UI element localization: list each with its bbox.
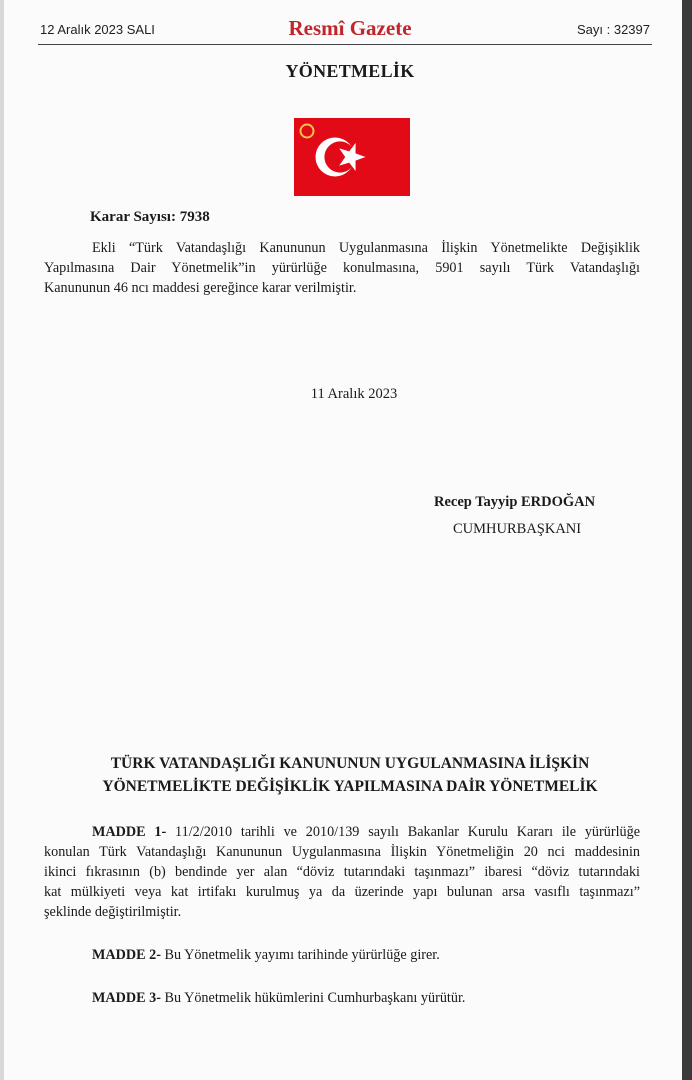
article-text: Bu Yönetmelik yayımı tarihinde yürürlüğe girer. (160, 947, 440, 963)
article-line: konulan Türk Vatandaşlığı Kanununun Uygulanmasına İlişkin Yönetmeliğin 20 nci maddesinin (44, 844, 640, 860)
issue-number: Sayı : 32397 (577, 22, 650, 37)
intro-line: Ekli “Türk Vatandaşlığı Kanununun Uygulanmasına İlişkin Yönetmelikte Değişiklik (92, 240, 640, 256)
article-line: kat mülkiyeti veya kat irtifakı kurulmuş ya da üzerinde yapı bulunan arsa vasıflı taşınmazı” (44, 884, 640, 900)
intro-line: Yapılmasına Dair Yönetmelik”in yürürlüğe konulmasına, 5901 sayılı Türk Vatandaşlığı (44, 260, 640, 276)
intro-line: Kanununun 46 ncı maddesi gereğince karar verilmiştir. (44, 280, 357, 296)
article-line (44, 822, 640, 842)
signature-date: 11 Aralık 2023 (310, 386, 398, 402)
article-3 (92, 990, 465, 1007)
gazette-name: Resmî Gazete (288, 16, 412, 40)
article-label: MADDE 2- (92, 947, 161, 963)
article-2 (92, 947, 440, 964)
article-text: 11/2/2010 tarihli ve 2010/139 sayılı Bakanlar Kurulu Kararı ile yürürlüğe (166, 824, 640, 840)
section-label: YÖNETMELİK (285, 61, 415, 81)
signer-title: CUMHURBAŞKANI (453, 521, 582, 537)
header-divider (38, 44, 652, 45)
intro-paragraph (44, 238, 640, 298)
article-1 (44, 822, 640, 922)
header-date: 12 Aralık 2023 SALI (40, 22, 155, 37)
article-text: Bu Yönetmelik hükümlerini Cumhurbaşkanı yürütür. (160, 990, 466, 1006)
signer-name: Recep Tayyip ERDOĞAN (434, 494, 596, 510)
decision-number: Karar Sayısı: 7938 (90, 209, 210, 225)
article-line: şeklinde değiştirilmiştir. (44, 904, 182, 920)
regulation-title-line: TÜRK VATANDAŞLIĞI KANUNUNUN UYGULANMASINA İLİŞKİN (110, 755, 590, 772)
regulation-title-line: YÖNETMELİKTE DEĞİŞİKLİK YAPILMASINA DAİR YÖNETMELİK (102, 778, 598, 795)
turkish-flag-icon (294, 118, 410, 196)
article-line: ikinci fıkrasının (b) bendinde yer alan “döviz tutarındaki taşınmazı” ibaresi “döviz tutarındaki (44, 864, 640, 880)
article-label: MADDE 1- (92, 824, 167, 840)
article-label: MADDE 3- (92, 990, 161, 1006)
